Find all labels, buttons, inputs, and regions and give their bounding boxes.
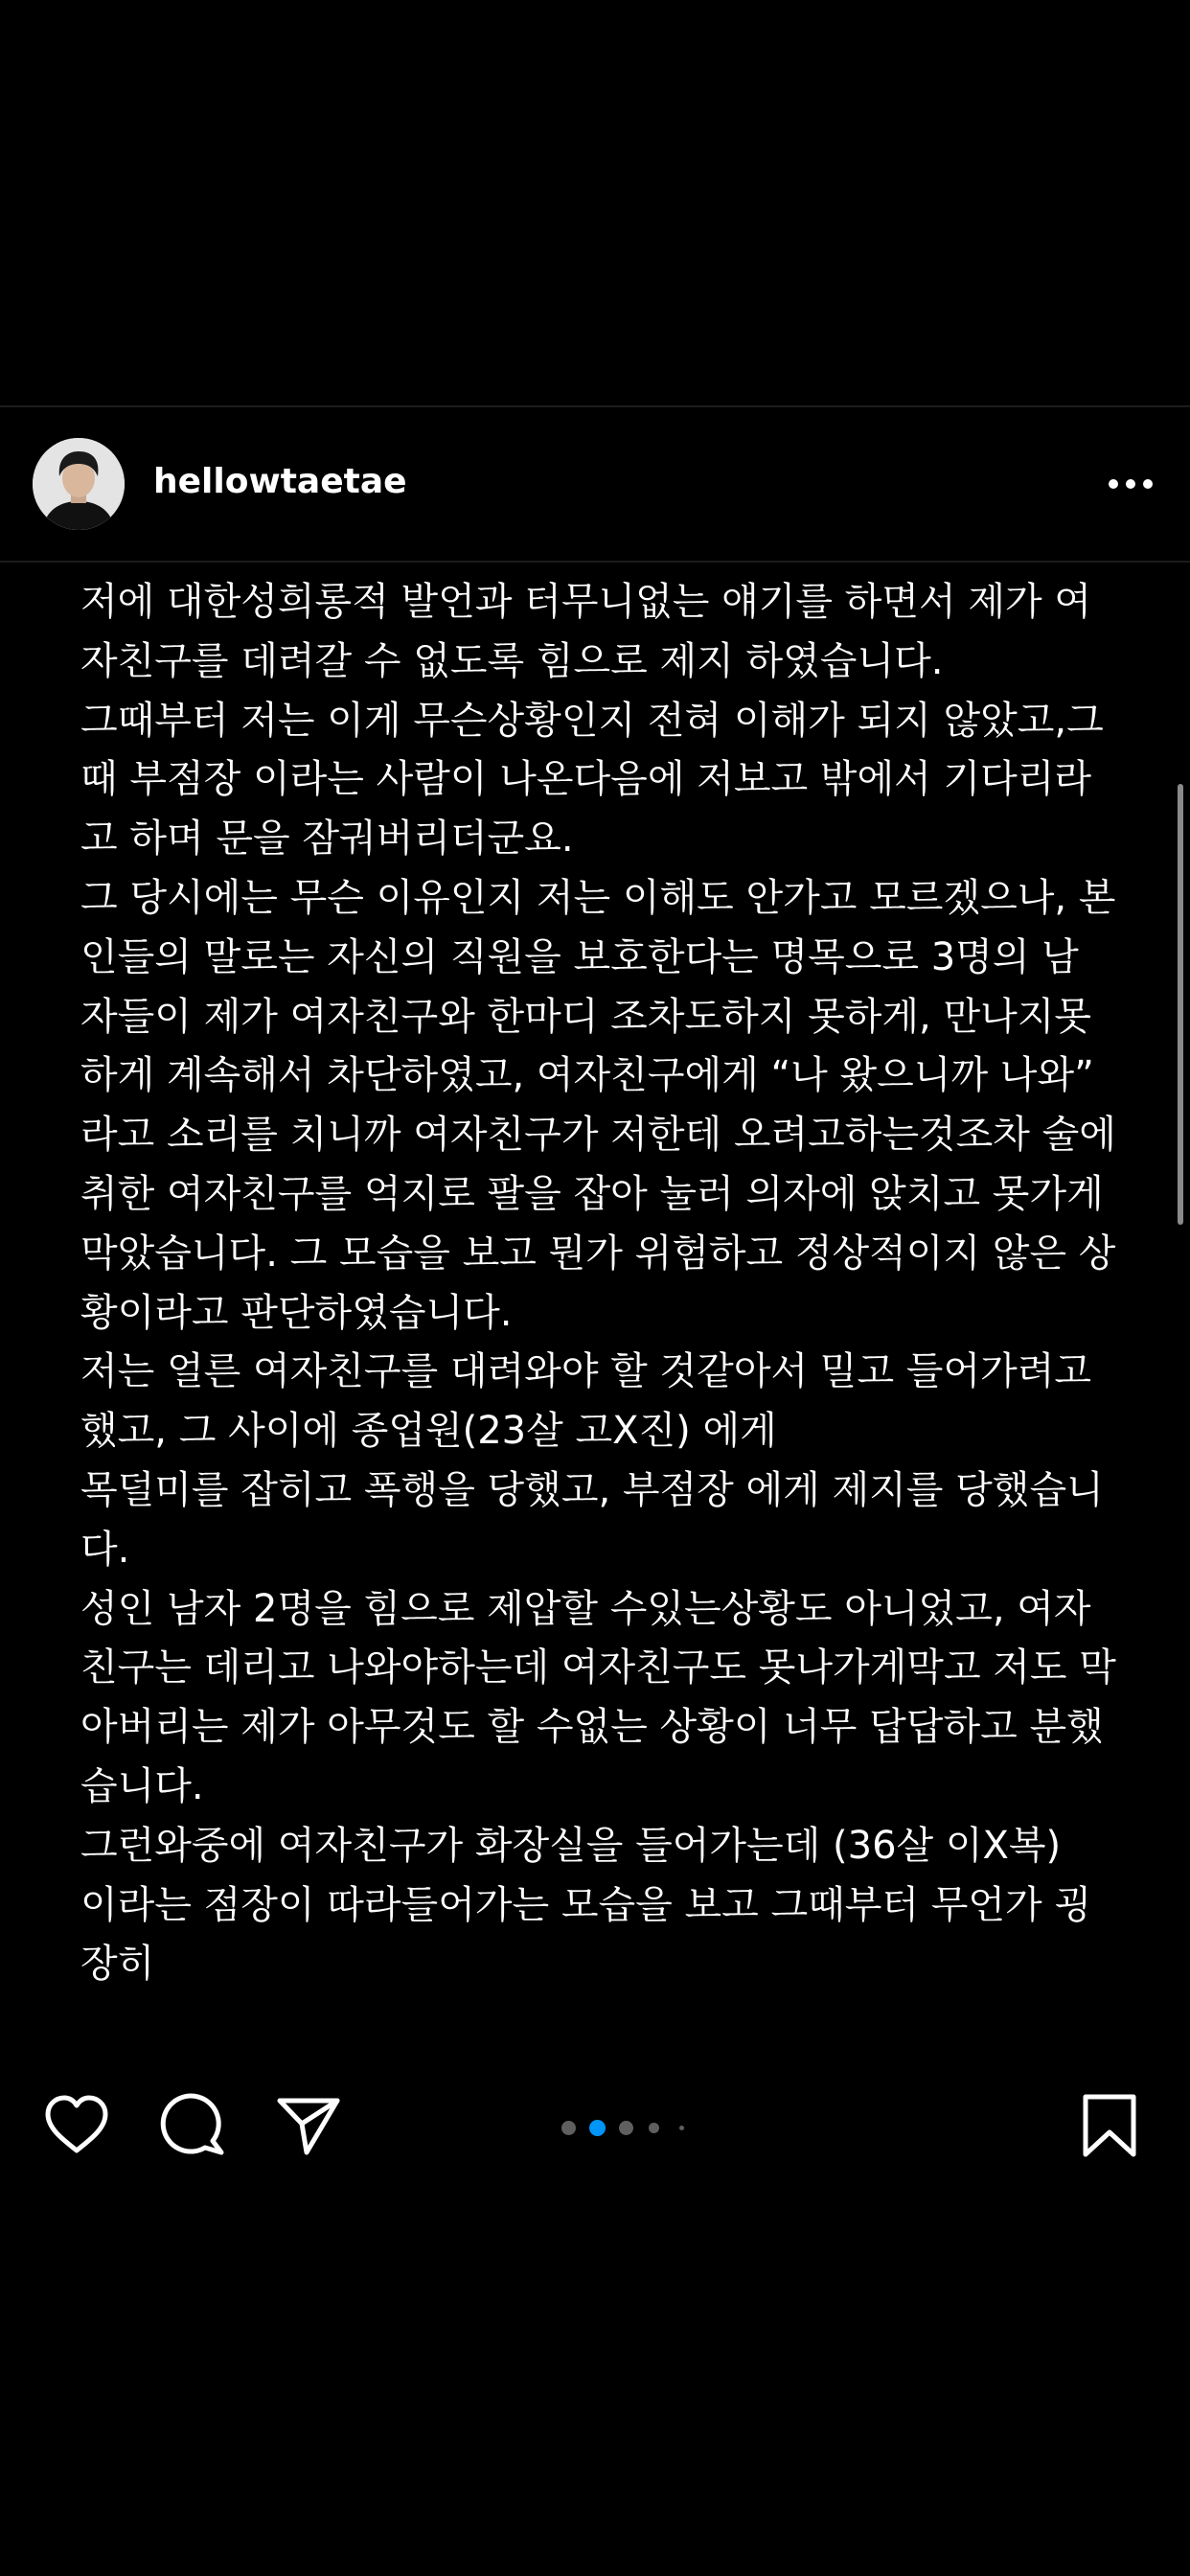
carousel-dot xyxy=(561,2121,576,2135)
caption-line: 장히 xyxy=(80,1942,155,1987)
caption-line: 아버리는 제가 아무것도 할 수없는 상황이 너무 답답하고 분했 xyxy=(80,1705,1104,1750)
comment-button[interactable] xyxy=(155,2087,232,2164)
post-caption xyxy=(0,563,1190,2054)
caption-line: 그런와중에 여자친구가 화장실을 들어가는데 (36살 이X복) xyxy=(80,1823,1062,1868)
caption-line: 저는 얼른 여자친구를 대려와야 할 것같아서 밀고 들어가려고 xyxy=(80,1349,1092,1394)
share-button[interactable] xyxy=(270,2087,347,2164)
caption-line: 다. xyxy=(80,1527,130,1572)
caption-line: 자들이 제가 여자친구와 한마디 조차도하지 못하게, 만나지못 xyxy=(80,994,1092,1039)
save-button[interactable] xyxy=(1071,2087,1148,2164)
caption-line: 했고, 그 사이에 종업원(23살 고X진) 에게 xyxy=(80,1409,777,1454)
caption-line: 인들의 말로는 자신의 직원을 보호한다는 명목으로 3명의 남 xyxy=(80,934,1079,979)
caption-line: 이라는 점장이 따라들어가는 모습을 보고 그때부터 무언가 굉 xyxy=(80,1882,1092,1927)
caption-line: 취한 여자친구를 억지로 팔을 잡아 눌러 의자에 앉치고 못가게 xyxy=(80,1171,1104,1216)
caption-line: 황이라고 판단하였습니다. xyxy=(80,1290,513,1335)
caption-line: 때 부점장 이라는 사람이 나온다음에 저보고 밖에서 기다리라 xyxy=(80,757,1092,802)
caption-line: 습니다. xyxy=(80,1763,204,1808)
caption-line: 막았습니다. 그 모습을 보고 뭔가 위험하고 정상적이지 않은 상 xyxy=(80,1230,1116,1276)
send-icon xyxy=(270,2087,347,2164)
caption-line: 목덜미를 잡히고 폭행을 당했고, 부점장 에게 제지를 당했습니 xyxy=(80,1467,1104,1512)
avatar-photo xyxy=(33,438,125,530)
caption-line: 저에 대한성희롱적 발언과 터무니없는 얘기를 하면서 제가 여 xyxy=(80,580,1092,624)
carousel-dot xyxy=(679,2126,684,2130)
more-options-button[interactable] xyxy=(1102,465,1159,503)
caption-line: 라고 소리를 치니까 여자친구가 저한테 오려고하는것조차 술에 xyxy=(80,1113,1116,1158)
caption-line: 고 하며 문을 잠궈버리더군요. xyxy=(80,816,574,862)
carousel-dot xyxy=(649,2123,659,2133)
comment-icon xyxy=(155,2087,232,2164)
carousel-dot-active xyxy=(589,2120,606,2136)
caption-line: 성인 남자 2명을 힘으로 제압할 수있는상황도 아니었고, 여자 xyxy=(80,1586,1091,1631)
caption-line: 하게 계속해서 차단하였고, 여자친구에게 “나 왔으니까 나와” xyxy=(80,1053,1094,1098)
carousel-dot xyxy=(619,2121,633,2135)
bookmark-icon xyxy=(1071,2087,1148,2164)
caption-line: 친구는 데리고 나와야하는데 여자친구도 못나가게막고 저도 막 xyxy=(80,1645,1116,1690)
heart-icon xyxy=(38,2087,115,2164)
caption-scrollbar[interactable] xyxy=(1178,784,1183,1225)
post-actions xyxy=(0,2070,1190,2166)
caption-line: 그때부터 저는 이게 무슨상황인지 전혀 이해가 되지 않았고,그 xyxy=(80,698,1104,743)
caption-line: 그 당시에는 무슨 이유인지 저는 이해도 안가고 모르겠으나, 본 xyxy=(80,875,1116,920)
caption-line: 자친구를 데려갈 수 없도록 힘으로 제지 하였습니다. xyxy=(80,638,944,683)
post-header xyxy=(0,407,1190,561)
avatar[interactable] xyxy=(33,438,125,530)
username[interactable]: hellowtaetae xyxy=(153,462,407,501)
caption-text xyxy=(80,573,1125,1994)
like-button[interactable] xyxy=(38,2087,115,2164)
more-horizontal-icon xyxy=(1102,465,1159,503)
carousel-indicator xyxy=(556,2118,699,2137)
